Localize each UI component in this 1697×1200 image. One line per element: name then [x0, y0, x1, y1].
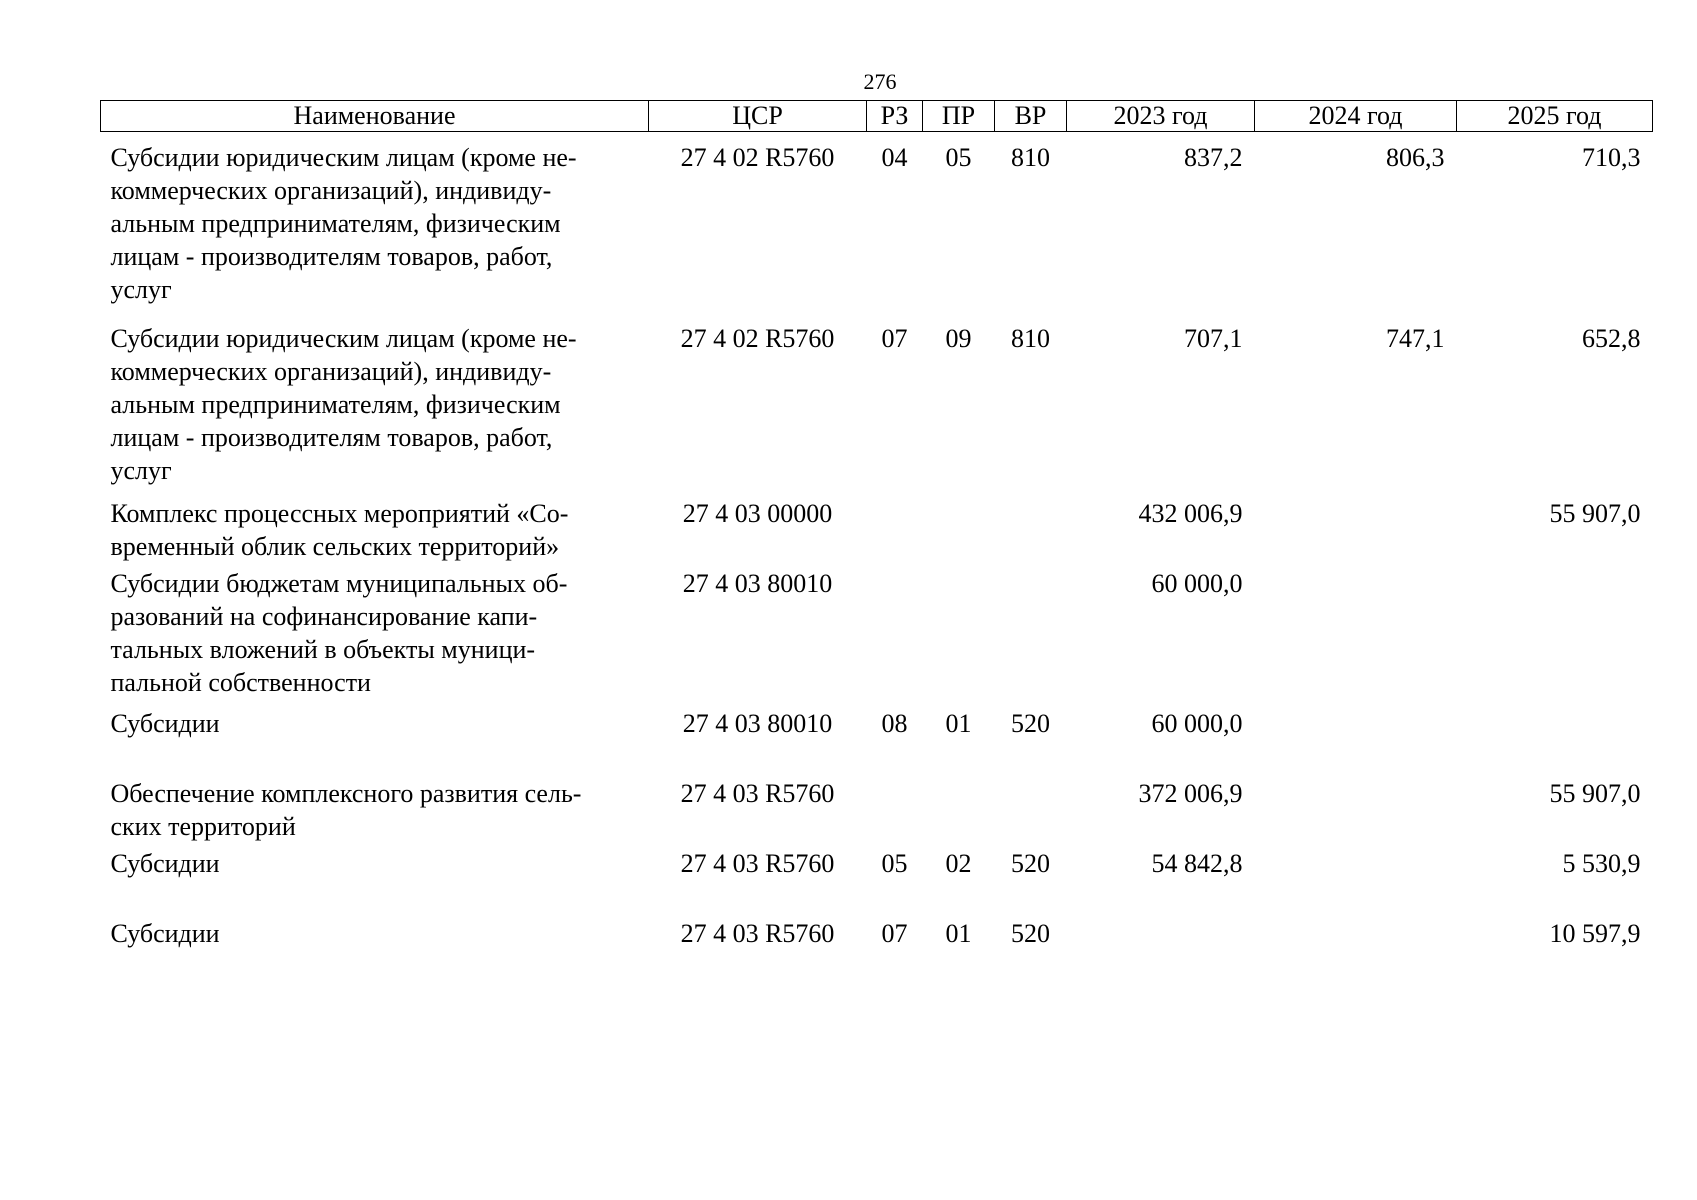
row-name — [101, 917, 649, 957]
row-pr: 05 — [945, 143, 972, 172]
row-2023: 60 000,0 — [1151, 708, 1243, 738]
row-2024: 747,1 — [1386, 323, 1445, 353]
row-2023: 707,1 — [1184, 323, 1243, 353]
row-csr: 27 4 03 R5760 — [680, 918, 835, 948]
row-rz: 07 — [881, 323, 908, 353]
row-2024 — [1255, 497, 1457, 567]
table-row — [101, 777, 1653, 847]
row-2025: 652,8 — [1582, 323, 1641, 353]
row-name-line: Субсидии бюджетам муниципальных об- — [110, 568, 568, 598]
row-name — [101, 497, 649, 567]
row-vr: 520 — [1011, 918, 1050, 948]
table-body — [101, 132, 1653, 957]
row-2025: 55 907,0 — [1549, 498, 1641, 528]
row-2024: 806,3 — [1386, 143, 1445, 172]
header-2024: 2024 год — [1255, 101, 1457, 132]
row-pr: 09 — [945, 323, 972, 353]
row-2023: 54 842,8 — [1151, 848, 1243, 878]
row-name-line: Субсидии — [110, 848, 220, 878]
row-rz — [867, 777, 923, 847]
row-vr: 810 — [1011, 323, 1050, 353]
row-csr: 27 4 02 R5760 — [680, 323, 835, 353]
header-2023: 2023 год — [1067, 101, 1255, 132]
table-row — [101, 707, 1653, 777]
row-name-line: альным предпринимателям, физическим — [110, 209, 561, 238]
row-2025: 10 597,9 — [1549, 918, 1641, 948]
row-vr: 520 — [1011, 848, 1050, 878]
row-2025: 710,3 — [1582, 143, 1641, 172]
header-rz: РЗ — [867, 101, 923, 132]
row-name — [101, 322, 649, 497]
row-csr: 27 4 03 80010 — [682, 708, 833, 738]
row-2024 — [1255, 917, 1457, 957]
table-row — [101, 917, 1653, 957]
row-name-line: Обеспечение комплексного развития сель- — [110, 778, 582, 808]
row-rz — [867, 497, 923, 567]
row-name-line: лицам - производителям товаров, работ, — [110, 242, 553, 271]
row-name-line: услуг — [110, 275, 172, 304]
row-name — [101, 847, 649, 917]
row-name-line: Комплекс процессных мероприятий «Со- — [110, 498, 569, 528]
header-name: Наименование — [101, 101, 649, 132]
row-name — [101, 567, 649, 707]
row-name-line: Субсидии — [110, 708, 220, 738]
row-name-line: временный облик сельских территорий» — [110, 531, 560, 561]
row-csr: 27 4 03 80010 — [682, 568, 833, 598]
row-rz: 08 — [881, 708, 908, 738]
row-name-line: ских территорий — [110, 811, 296, 841]
row-pr: 02 — [945, 848, 972, 878]
row-pr — [923, 497, 995, 567]
row-2024 — [1255, 707, 1457, 777]
row-name-line: лицам - производителям товаров, работ, — [110, 422, 553, 452]
row-csr: 27 4 03 R5760 — [680, 848, 835, 878]
row-rz: 07 — [881, 918, 908, 948]
page-number: 276 — [863, 69, 897, 94]
header-pr: ПР — [923, 101, 995, 132]
row-pr: 01 — [945, 918, 972, 948]
row-2023: 432 006,9 — [1138, 498, 1243, 528]
row-name-line: тальных вложений в объекты муници- — [110, 634, 536, 664]
row-2024 — [1255, 777, 1457, 847]
header-2025: 2025 год — [1457, 101, 1653, 132]
table-header-row — [101, 101, 1653, 132]
row-name-line: разований на софинансирование капи- — [110, 601, 538, 631]
row-2024 — [1255, 567, 1457, 707]
row-name-line: Субсидии — [110, 918, 220, 948]
table-row — [101, 132, 1653, 322]
table-row — [101, 497, 1653, 567]
row-name — [101, 777, 649, 847]
row-2024 — [1255, 847, 1457, 917]
row-rz: 04 — [881, 143, 908, 172]
row-name-line: Субсидии юридическим лицам (кроме не- — [110, 323, 577, 353]
row-2023 — [1067, 917, 1255, 957]
row-csr: 27 4 03 00000 — [682, 498, 833, 528]
row-rz — [867, 567, 923, 707]
row-name-line: услуг — [110, 455, 172, 485]
row-csr: 27 4 03 R5760 — [680, 778, 835, 808]
row-name-line: Субсидии юридическим лицам (кроме не- — [110, 143, 577, 172]
row-2025: 55 907,0 — [1549, 778, 1641, 808]
row-vr — [995, 567, 1067, 707]
row-name-line: альным предпринимателям, физическим — [110, 389, 561, 419]
row-name-line: коммерческих организаций), индивиду- — [110, 356, 552, 386]
row-pr — [923, 567, 995, 707]
row-vr: 520 — [1011, 708, 1050, 738]
table-row — [101, 847, 1653, 917]
row-vr — [995, 777, 1067, 847]
row-2023: 837,2 — [1184, 143, 1243, 172]
row-2025 — [1457, 707, 1653, 777]
row-name-line: пальной собственности — [110, 667, 371, 697]
table-row — [101, 322, 1653, 497]
row-name — [101, 707, 649, 777]
row-2025: 5 530,9 — [1562, 848, 1641, 878]
row-2023: 372 006,9 — [1138, 778, 1243, 808]
row-2025 — [1457, 567, 1653, 707]
header-csr: ЦСР — [649, 101, 867, 132]
row-name-line: коммерческих организаций), индивиду- — [110, 176, 552, 205]
row-csr: 27 4 02 R5760 — [680, 143, 835, 172]
table-row — [101, 567, 1653, 707]
row-vr — [995, 497, 1067, 567]
row-pr: 01 — [945, 708, 972, 738]
budget-table — [100, 100, 1653, 957]
row-vr: 810 — [1011, 143, 1050, 172]
row-pr — [923, 777, 995, 847]
row-name — [101, 132, 649, 322]
header-vr: ВР — [995, 101, 1067, 132]
row-rz: 05 — [881, 848, 908, 878]
row-2023: 60 000,0 — [1151, 568, 1243, 598]
